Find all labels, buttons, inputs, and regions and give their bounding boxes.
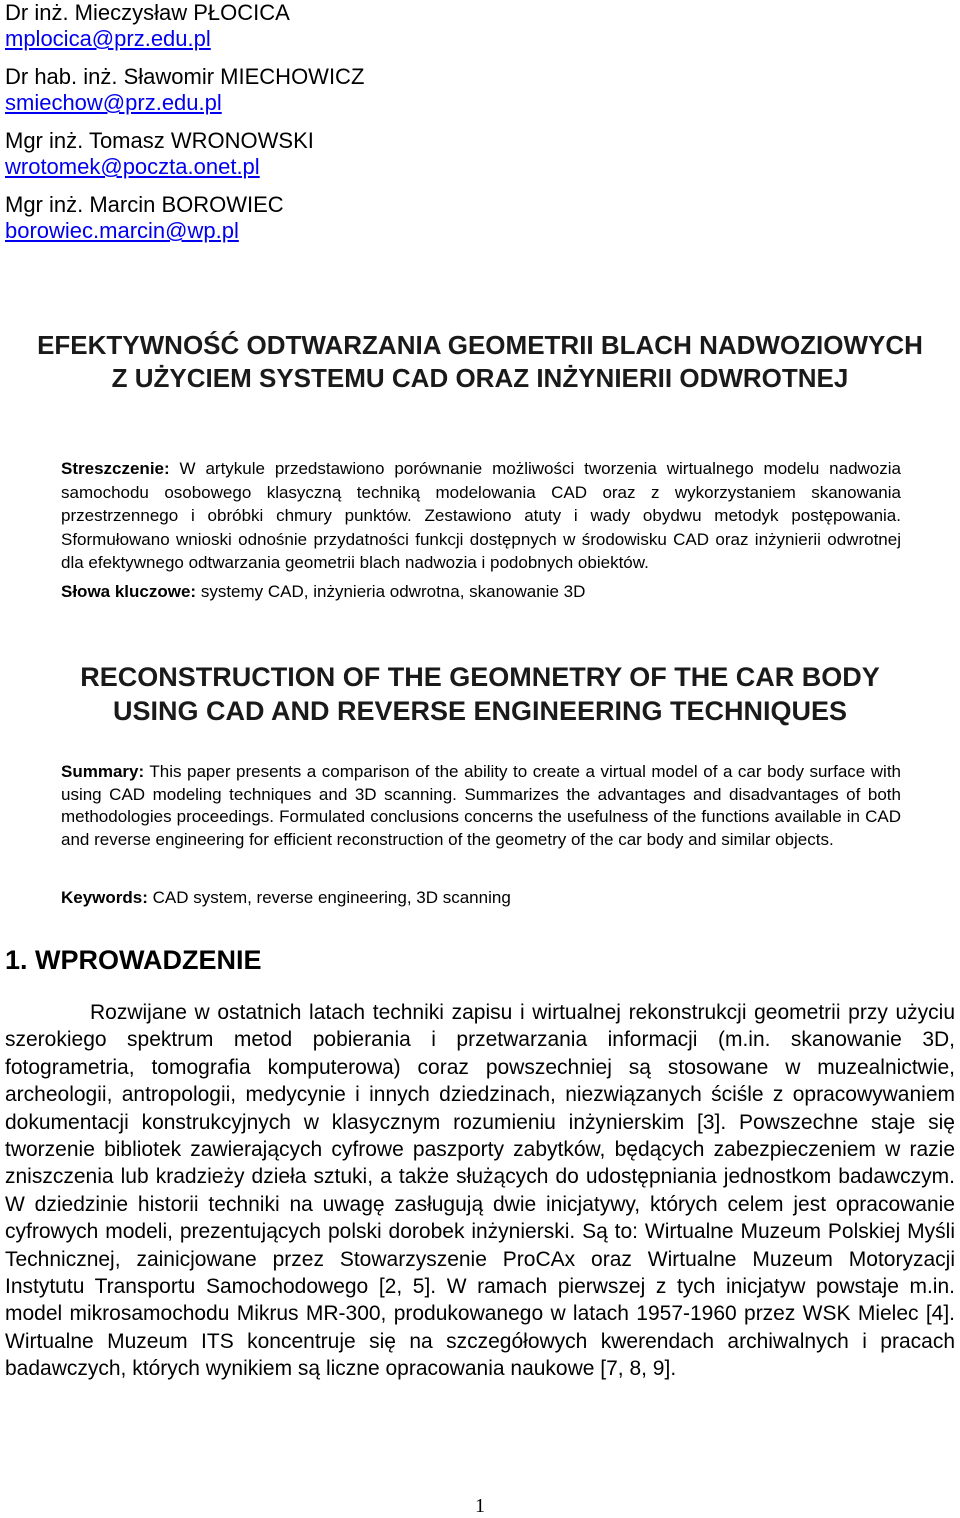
page-number: 1 [475,1495,485,1517]
polish-title-line-2: Z UŻYCIEM SYSTEMU CAD ORAZ INŻYNIERII ODWROTNEJ [111,363,849,393]
paragraph-text: Rozwijane w ostatnich latach techniki zapisu i wirtualnej rekonstrukcji geometrii przy użyciu szerokiego spektrum metod pobierania i przetwarzania informacji (m.in. skanowanie 3D, fotogrametria, tomografia komputerowa) coraz powszechniej są stosowane w muzealnictwie, archeologii, antropologii, medycynie i innych dziedzinach, niezwiązanych ściśle z opracowywaniem dokumentacji konstrukcyjnych w klasycznym rozumieniu inżynierskim [3]. Powszechne staje się tworzenie bibliotek zawierających cyfrowe paszporty zabytków, będących zabezpieczeniem w razie zniszczenia lub kradzieży dzieła sztuki, a także służących do udostępniania jednostkom badawczym. W dziedzinie historii techniki na uwagę zasługują dwie inicjatywy, których celem jest opracowanie cyfrowych modeli, prezentujących polski dorobek inżynierski. Są to: Wirtualne Muzeum Polskiej Myśli Technicznej, zainicjowane przez Stowarzyszenie ProCAx oraz Wirtualne Muzeum Motoryzacji Instytutu Transportu Samochodowego [2, 5]. W ramach pierwszej z tych inicjatyw powstaje m.in. model mikrosamochodu Mikrus MR-300, produkowanego w latach 1957-1960 przez WSK Mielec [4]. Wirtualne Muzeum ITS koncentruje się na szczegółowych kwerendach archiwalnych i pracach badawczych, których wynikiem są liczne opracowania naukowe [7, 8, 9]. [5,1001,955,1381]
summary-text: This paper presents a comparison of the ability to create a virtual model of a car body surface with using CAD modeling techniques and 3D scanning. Summarizes the advantages and disadvantages of both methodologies proceedings. Formulated conclusions concerns the usefulness of the functions available in CAD and reverse engineering for efficient reconstruction of the geometry of the car body and similar objects. [61,762,901,849]
english-keywords [61,886,901,909]
polish-keywords [61,580,901,603]
english-title-line-2: USING CAD AND REVERSE ENGINEERING TECHNIQUES [112,696,848,726]
author-email-link[interactable]: smiechow@prz.edu.pl [5,90,222,115]
author-1 [5,0,605,52]
author-2 [5,64,605,116]
author-email-link[interactable]: borowiec.marcin@wp.pl [5,218,239,243]
polish-title-line-1: EFEKTYWNOŚĆ ODTWARZANIA GEOMETRII BLACH NADWOZIOWYCH [37,330,923,360]
polish-title [0,329,960,395]
author-name: Dr hab. inż. Sławomir MIECHOWICZ [5,64,365,89]
keywords-label: Słowa kluczowe: [61,582,197,601]
keywords-text: systemy CAD, inżynieria odwrotna, skanowanie 3D [200,582,586,601]
author-name: Mgr inż. Marcin BOROWIEC [5,192,284,217]
author-list [5,0,605,256]
author-3 [5,128,605,180]
author-name: Mgr inż. Tomasz WRONOWSKI [5,128,314,153]
summary-label: Summary: [61,762,145,781]
english-title [0,660,960,728]
keywords-label: Keywords: [61,888,148,907]
english-title-line-1: RECONSTRUCTION OF THE GEOMNETRY OF THE CAR BODY [80,662,880,692]
keywords-text: CAD system, reverse engineering, 3D scanning [152,888,511,907]
body-paragraph [5,999,955,1383]
polish-abstract [61,457,901,575]
section-heading: 1. WPROWADZENIE [5,945,262,975]
author-email-link[interactable]: mplocica@prz.edu.pl [5,26,211,51]
author-name: Dr inż. Mieczysław PŁOCICA [5,0,290,25]
author-4 [5,192,605,244]
abstract-label: Streszczenie: [61,459,170,478]
author-email-link[interactable]: wrotomek@poczta.onet.pl [5,154,260,179]
abstract-text: W artykule przedstawiono porównanie możliwości tworzenia wirtualnego modelu nadwozia samochodu osobowego klasyczną techniką modelowania CAD oraz z wykorzystaniem skanowania przestrzennego i obróbki chmury punktów. Zestawiono atuty i wady obydwu metodyk postępowania. Sformułowano wnioski odnośnie przydatności funkcji dostępnych w środowisku CAD oraz inżynierii odwrotnej dla efektywnego odtwarzania geometrii blach nadwozia i podobnych obiektów. [61,459,901,572]
english-summary [61,761,901,851]
